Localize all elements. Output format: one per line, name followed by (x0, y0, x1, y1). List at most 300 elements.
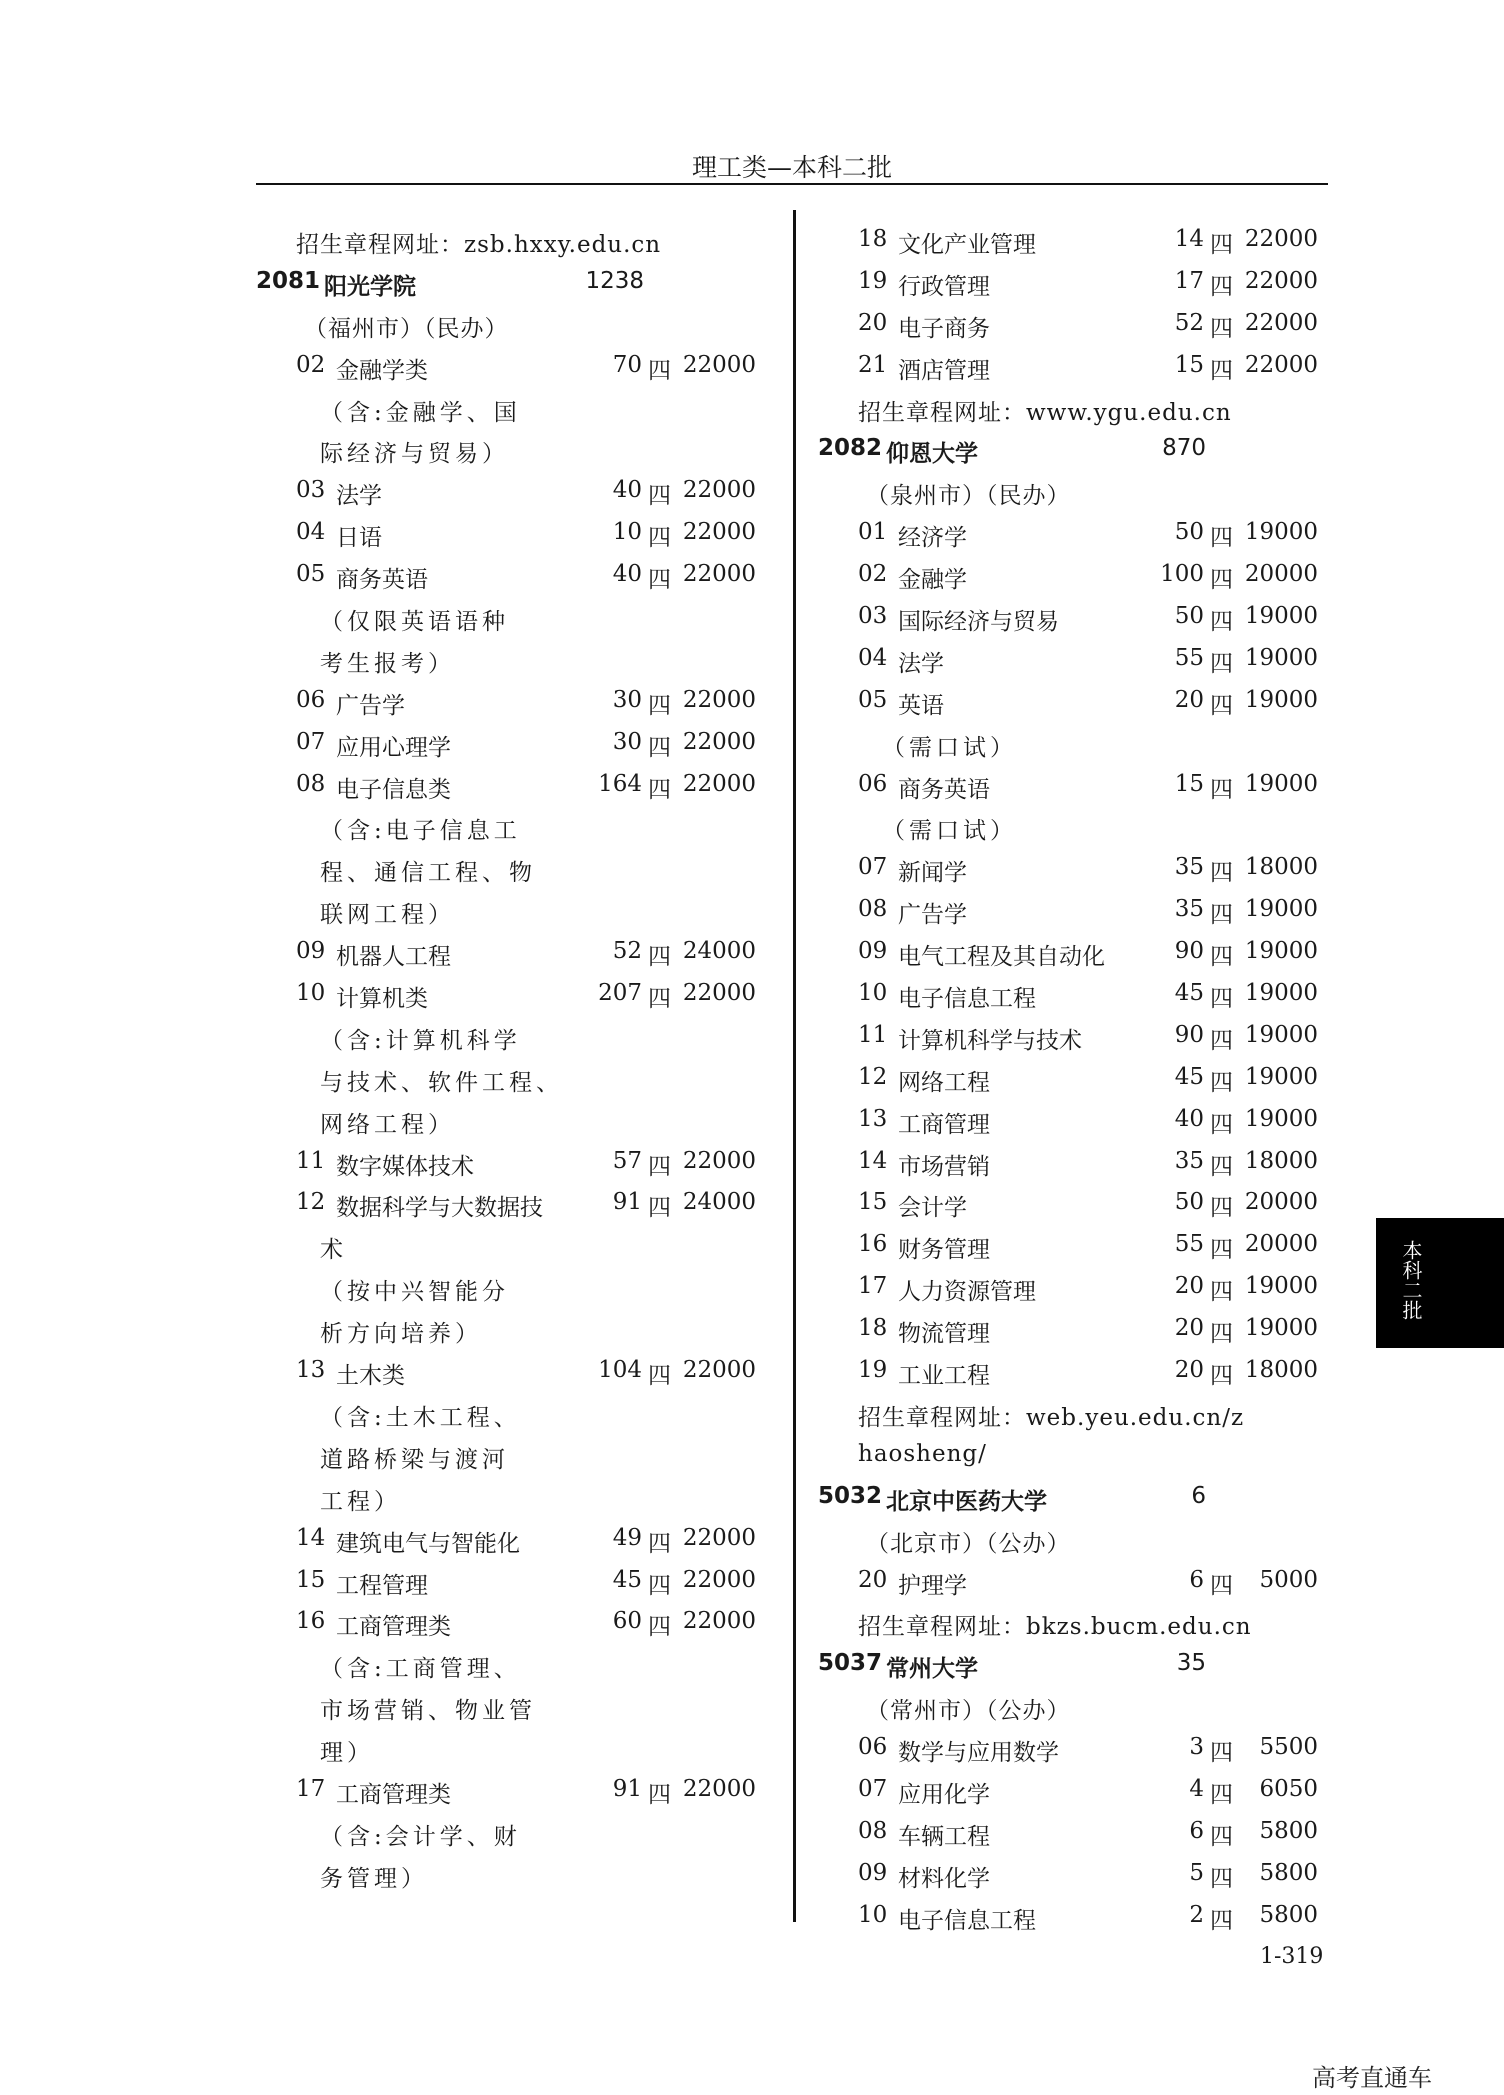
major-row (818, 1852, 1318, 1894)
major-years: 四 (648, 692, 671, 719)
major-fee: 19000 (1244, 1021, 1318, 1048)
major-years: 四 (648, 776, 671, 803)
major-row (256, 511, 756, 553)
admission-url: 招生章程网址：www.ygu.edu.cn (858, 399, 1232, 426)
major-row (818, 1181, 1318, 1223)
section-side-tab (1376, 1218, 1504, 1348)
major-quota: 15 (1174, 770, 1204, 797)
major-years: 四 (1210, 986, 1233, 1013)
major-row (256, 972, 756, 1014)
major-fee: 19000 (1244, 644, 1318, 671)
major-quota: 55 (1174, 1231, 1204, 1258)
major-quota: 20 (1174, 1273, 1204, 1300)
location-text: （福州市）（民办） (304, 315, 509, 342)
major-code: 08 (296, 770, 326, 797)
major-fee: 22000 (1244, 267, 1318, 294)
header-rule (256, 183, 1328, 185)
major-years: 四 (1210, 1823, 1233, 1850)
major-name: 土木类 (336, 1363, 405, 1390)
major-code: 10 (858, 1901, 888, 1928)
note-row (256, 1056, 756, 1098)
major-code: 13 (296, 1357, 326, 1384)
university-name: 北京中医药大学 (886, 1488, 1047, 1515)
location-text: （常州市）（公办） (866, 1698, 1071, 1725)
major-name: 法学 (898, 650, 944, 677)
major-quota: 20 (1174, 686, 1204, 713)
major-code: 01 (858, 519, 888, 546)
note-row (256, 804, 756, 846)
location-text: （泉州市）（民办） (866, 483, 1071, 510)
major-quota: 49 (612, 1524, 642, 1551)
major-quota: 10 (612, 519, 642, 546)
major-quota: 91 (612, 1189, 642, 1216)
major-years: 四 (1210, 1740, 1233, 1767)
note-text: 务管理） (320, 1865, 428, 1892)
note-text: 与技术、软件工程、 (320, 1069, 563, 1096)
major-fee: 22000 (682, 561, 756, 588)
major-row (818, 1559, 1318, 1601)
major-quota: 45 (1174, 980, 1204, 1007)
major-years: 四 (1210, 944, 1233, 971)
note-row (256, 1433, 756, 1475)
major-years: 四 (1210, 650, 1233, 677)
major-code: 10 (858, 980, 888, 1007)
major-fee: 5500 (1259, 1734, 1318, 1761)
major-row (256, 1517, 756, 1559)
major-quota: 20 (1174, 1357, 1204, 1384)
major-row (256, 1559, 756, 1601)
major-code: 13 (858, 1105, 888, 1132)
major-name: 机器人工程 (336, 944, 451, 971)
major-fee: 22000 (682, 686, 756, 713)
major-years: 四 (648, 944, 671, 971)
major-fee: 22000 (682, 1608, 756, 1635)
major-fee: 18000 (1244, 1357, 1318, 1384)
major-fee: 19000 (1244, 1063, 1318, 1090)
url-row (818, 1391, 1318, 1433)
major-years: 四 (648, 1195, 671, 1222)
university-row (256, 260, 756, 302)
major-fee: 22000 (682, 1524, 756, 1551)
major-code: 16 (296, 1608, 326, 1635)
note-text: 联网工程） (320, 902, 455, 929)
major-code: 05 (858, 686, 888, 713)
admission-url: 招生章程网址：web.yeu.edu.cn/z (858, 1404, 1245, 1431)
major-years: 四 (1210, 1027, 1233, 1054)
note-row (256, 1098, 756, 1140)
major-fee: 22000 (682, 351, 756, 378)
url-row (818, 1433, 1318, 1475)
location-row (256, 302, 756, 344)
major-name: 国际经济与贸易 (898, 609, 1059, 636)
major-code: 06 (858, 1734, 888, 1761)
note-row (818, 804, 1318, 846)
major-quota: 40 (1174, 1105, 1204, 1132)
university-quota: 6 (1191, 1482, 1206, 1509)
major-fee: 18000 (1244, 854, 1318, 881)
major-code: 04 (858, 644, 888, 671)
note-row (256, 1810, 756, 1852)
major-fee: 22000 (1244, 226, 1318, 252)
major-fee: 22000 (1244, 309, 1318, 336)
major-years: 四 (648, 1781, 671, 1808)
major-code: 09 (858, 938, 888, 965)
university-quota: 870 (1162, 435, 1206, 462)
major-code: 11 (296, 1147, 326, 1174)
note-row (256, 1642, 756, 1684)
major-name: 商务英语 (336, 567, 428, 594)
major-fee: 20000 (1244, 1189, 1318, 1216)
note-text: 工程） (320, 1488, 401, 1515)
major-row (818, 595, 1318, 637)
major-name: 工商管理类 (336, 1614, 451, 1641)
url-row (818, 386, 1318, 428)
major-name: 日语 (336, 525, 382, 552)
major-fee: 5800 (1259, 1901, 1318, 1928)
major-years: 四 (1210, 525, 1233, 552)
note-text: （含:金融学、国 (320, 399, 521, 426)
major-row (818, 302, 1318, 344)
note-row (256, 1475, 756, 1517)
major-quota: 35 (1174, 896, 1204, 923)
note-text: （含:会计学、财 (320, 1823, 521, 1850)
note-row (256, 1391, 756, 1433)
major-years: 四 (1210, 1237, 1233, 1264)
major-years: 四 (1210, 357, 1233, 384)
location-row (818, 469, 1318, 511)
note-row (256, 427, 756, 469)
major-years: 四 (1210, 1907, 1233, 1934)
major-years: 四 (648, 1530, 671, 1557)
major-code: 19 (858, 267, 888, 294)
major-name: 广告学 (898, 902, 967, 929)
major-quota: 50 (1174, 519, 1204, 546)
page-number: 1-319 (1260, 1944, 1324, 1969)
note-row (256, 386, 756, 428)
major-years: 四 (1210, 567, 1233, 594)
major-name: 车辆工程 (898, 1823, 990, 1850)
university-quota: 1238 (585, 267, 644, 294)
major-fee: 22000 (682, 1357, 756, 1384)
major-years: 四 (1210, 776, 1233, 803)
major-code: 02 (296, 351, 326, 378)
major-name: 新闻学 (898, 860, 967, 887)
major-quota: 40 (612, 477, 642, 504)
major-fee: 20000 (1244, 561, 1318, 588)
major-years: 四 (1210, 1363, 1233, 1390)
major-row (818, 972, 1318, 1014)
major-fee: 5000 (1259, 1566, 1318, 1593)
major-name: 商务英语 (898, 776, 990, 803)
major-row (256, 469, 756, 511)
major-name: 酒店管理 (898, 357, 990, 384)
major-name: 材料化学 (898, 1865, 990, 1892)
major-quota: 30 (612, 728, 642, 755)
major-fee: 6050 (1259, 1775, 1318, 1802)
major-quota: 40 (612, 561, 642, 588)
major-fee: 22000 (682, 770, 756, 797)
major-code: 20 (858, 1566, 888, 1593)
major-quota: 52 (612, 938, 642, 965)
major-years: 四 (1210, 1321, 1233, 1348)
major-fee: 18000 (1244, 1147, 1318, 1174)
note-text: 道路桥梁与渡河 (320, 1446, 509, 1473)
major-code: 05 (296, 561, 326, 588)
major-years: 四 (1210, 1865, 1233, 1892)
major-years: 四 (648, 1572, 671, 1599)
major-quota: 5 (1189, 1859, 1204, 1886)
major-row (818, 1265, 1318, 1307)
major-row (818, 1014, 1318, 1056)
major-row (818, 1349, 1318, 1391)
major-name: 人力资源管理 (898, 1279, 1036, 1306)
major-code: 03 (296, 477, 326, 504)
university-code: 2082 (818, 435, 883, 462)
university-name: 常州大学 (886, 1656, 978, 1683)
note-text: （含:土木工程、 (320, 1404, 521, 1431)
major-row (256, 679, 756, 721)
major-years: 四 (1210, 692, 1233, 719)
note-row (256, 1265, 756, 1307)
note-text: （需口试） (882, 734, 1017, 761)
major-name: 数字媒体技术 (336, 1153, 474, 1180)
major-quota: 45 (612, 1566, 642, 1593)
major-name: 数学与应用数学 (898, 1740, 1059, 1767)
location-row (818, 1517, 1318, 1559)
major-code: 07 (296, 728, 326, 755)
major-years: 四 (1210, 232, 1233, 258)
major-years: 四 (1210, 1153, 1233, 1180)
major-years: 四 (648, 734, 671, 761)
right-column (818, 218, 1318, 1936)
major-code: 19 (858, 1357, 888, 1384)
note-row (256, 1014, 756, 1056)
major-name: 行政管理 (898, 273, 990, 300)
major-row (256, 553, 756, 595)
note-text: 考生报考） (320, 650, 455, 677)
page-header-title: 理工类—本科二批 (691, 153, 892, 182)
major-fee: 24000 (682, 1189, 756, 1216)
major-fee: 22000 (682, 477, 756, 504)
major-quota: 207 (598, 980, 642, 1007)
major-name: 工商管理 (898, 1111, 990, 1138)
major-code: 12 (296, 1189, 326, 1216)
major-row (818, 1307, 1318, 1349)
major-code: 02 (858, 561, 888, 588)
major-quota: 52 (1174, 309, 1204, 336)
major-years: 四 (648, 1363, 671, 1390)
major-code: 12 (858, 1063, 888, 1090)
major-years: 四 (1210, 609, 1233, 636)
major-code: 15 (296, 1566, 326, 1593)
major-years: 四 (648, 986, 671, 1013)
major-fee: 19000 (1244, 686, 1318, 713)
admission-url: 招生章程网址：zsb.hxxy.edu.cn (296, 232, 662, 258)
major-quota: 45 (1174, 1063, 1204, 1090)
major-fee: 19000 (1244, 1273, 1318, 1300)
major-years: 四 (1210, 1279, 1233, 1306)
major-row (818, 679, 1318, 721)
major-name: 工商管理类 (336, 1781, 451, 1808)
note-row (256, 595, 756, 637)
major-name: 应用化学 (898, 1781, 990, 1808)
admission-url: haosheng/ (858, 1440, 987, 1467)
major-row (818, 1726, 1318, 1768)
major-row (818, 1056, 1318, 1098)
major-fee: 22000 (682, 980, 756, 1007)
major-name: 英语 (898, 692, 944, 719)
major-name: 文化产业管理 (898, 232, 1036, 258)
major-name: 金融学类 (336, 357, 428, 384)
major-row (818, 1223, 1318, 1265)
note-text: （含:计算机科学 (320, 1027, 521, 1054)
major-fee: 19000 (1244, 980, 1318, 1007)
major-code: 07 (858, 854, 888, 881)
major-name: 电气工程及其自动化 (898, 944, 1105, 971)
major-years: 四 (1210, 1111, 1233, 1138)
major-fee: 5800 (1259, 1859, 1318, 1886)
major-code: 04 (296, 519, 326, 546)
major-row (818, 1894, 1318, 1936)
major-row (818, 1140, 1318, 1182)
major-quota: 50 (1174, 1189, 1204, 1216)
major-quota: 100 (1160, 561, 1204, 588)
note-text: （含:工商管理、 (320, 1656, 521, 1683)
major-row (818, 846, 1318, 888)
major-fee: 19000 (1244, 1315, 1318, 1342)
note-text: 市场营销、物业管 (320, 1698, 536, 1725)
major-row (818, 260, 1318, 302)
major-years: 四 (648, 525, 671, 552)
major-quota: 35 (1174, 1147, 1204, 1174)
note-row (256, 1726, 756, 1768)
major-quota: 15 (1174, 351, 1204, 378)
major-name: 会计学 (898, 1195, 967, 1222)
major-row (256, 1600, 756, 1642)
major-fee: 22000 (1244, 351, 1318, 378)
major-code: 17 (858, 1273, 888, 1300)
university-name: 仰恩大学 (886, 441, 978, 468)
note-text: 际经济与贸易） (320, 441, 509, 468)
note-text: （需口试） (882, 818, 1017, 845)
major-code: 18 (858, 1315, 888, 1342)
university-row (818, 1475, 1318, 1517)
major-years: 四 (1210, 1195, 1233, 1222)
major-quota: 6 (1189, 1817, 1204, 1844)
major-name: 计算机类 (336, 986, 428, 1013)
major-fee: 22000 (682, 1566, 756, 1593)
major-name: 应用心理学 (336, 734, 451, 761)
major-row (256, 763, 756, 805)
major-row (818, 1768, 1318, 1810)
major-quota: 104 (598, 1357, 642, 1384)
major-name: 财务管理 (898, 1237, 990, 1264)
university-name: 阳光学院 (324, 273, 416, 300)
major-row (818, 1810, 1318, 1852)
major-quota: 70 (612, 351, 642, 378)
note-text: （含:电子信息工 (320, 818, 521, 845)
note-text: 理） (320, 1740, 374, 1767)
major-row (256, 1349, 756, 1391)
major-quota: 4 (1189, 1775, 1204, 1802)
major-name: 建筑电气与智能化 (336, 1530, 520, 1557)
major-row (818, 344, 1318, 386)
university-code: 5037 (818, 1650, 883, 1677)
major-years: 四 (648, 1614, 671, 1641)
major-row (256, 1181, 756, 1223)
major-years: 四 (648, 357, 671, 384)
major-quota: 57 (612, 1147, 642, 1174)
major-row (818, 637, 1318, 679)
major-quota: 164 (598, 770, 642, 797)
major-name: 计算机科学与技术 (898, 1027, 1082, 1054)
university-row (818, 1642, 1318, 1684)
major-quota: 2 (1189, 1901, 1204, 1928)
major-code: 03 (858, 603, 888, 630)
url-row (818, 1600, 1318, 1642)
major-fee: 5800 (1259, 1817, 1318, 1844)
major-fee: 19000 (1244, 603, 1318, 630)
major-code: 18 (858, 226, 888, 252)
major-code: 20 (858, 309, 888, 336)
major-quota: 3 (1189, 1734, 1204, 1761)
major-code: 14 (858, 1147, 888, 1174)
major-years: 四 (648, 483, 671, 510)
major-years: 四 (1210, 1069, 1233, 1096)
major-code: 21 (858, 351, 888, 378)
major-fee: 19000 (1244, 1105, 1318, 1132)
major-row (256, 1768, 756, 1810)
major-row (818, 511, 1318, 553)
major-code: 09 (296, 938, 326, 965)
major-quota: 50 (1174, 603, 1204, 630)
note-row (256, 1852, 756, 1894)
major-code: 11 (858, 1021, 888, 1048)
major-name: 广告学 (336, 692, 405, 719)
note-text: 析方向培养） (320, 1321, 482, 1348)
location-text: （北京市）（公办） (866, 1530, 1071, 1557)
major-name: 网络工程 (898, 1069, 990, 1096)
location-row (818, 1684, 1318, 1726)
note-row (256, 637, 756, 679)
major-quota: 35 (1174, 854, 1204, 881)
major-years: 四 (1210, 860, 1233, 887)
major-years: 四 (1210, 1572, 1233, 1599)
major-fee: 19000 (1244, 770, 1318, 797)
major-row (256, 721, 756, 763)
note-text: （按中兴智能分 (320, 1279, 509, 1306)
major-quota: 14 (1174, 226, 1204, 252)
major-row (818, 218, 1318, 260)
left-column (256, 218, 756, 1894)
major-code: 15 (858, 1189, 888, 1216)
major-name: 工程管理 (336, 1572, 428, 1599)
major-fee: 22000 (682, 728, 756, 755)
major-code: 06 (296, 686, 326, 713)
major-years: 四 (1210, 273, 1233, 300)
major-code: 06 (858, 770, 888, 797)
major-name: 电子信息工程 (898, 986, 1036, 1013)
major-years: 四 (1210, 315, 1233, 342)
university-row (818, 427, 1318, 469)
major-code: 08 (858, 896, 888, 923)
major-name: 金融学 (898, 567, 967, 594)
note-row (256, 888, 756, 930)
major-fee: 24000 (682, 938, 756, 965)
major-quota: 20 (1174, 1315, 1204, 1342)
major-code: 17 (296, 1775, 326, 1802)
major-name: 法学 (336, 483, 382, 510)
